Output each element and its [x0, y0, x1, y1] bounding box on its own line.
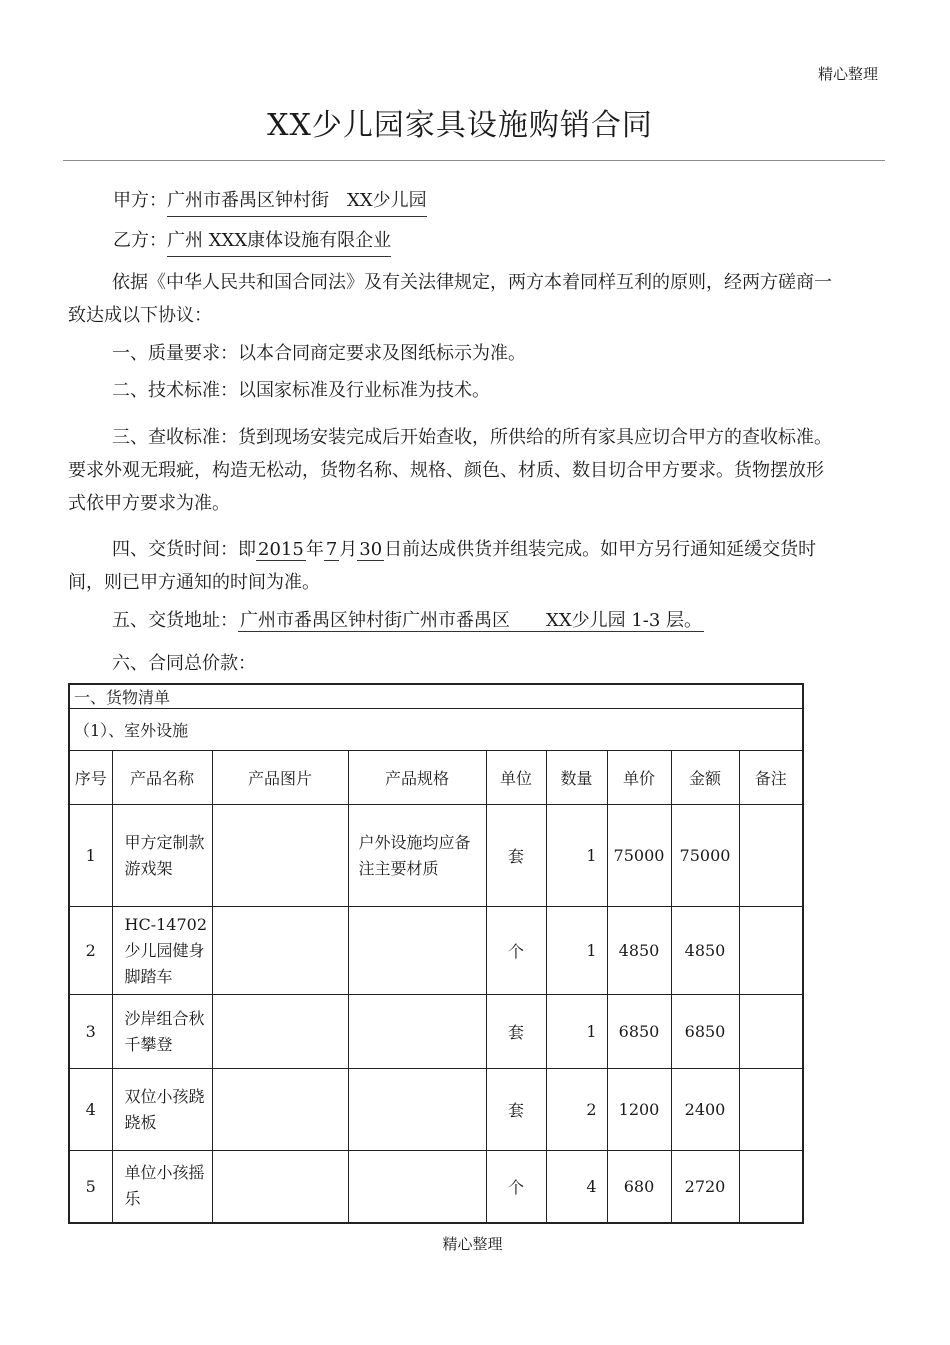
row-spec — [348, 995, 486, 1069]
row-amount: 75000 — [671, 805, 739, 907]
row-amount: 4850 — [671, 907, 739, 995]
table-row — [69, 1151, 803, 1223]
title-divider — [63, 160, 885, 161]
row-unit: 个 — [486, 907, 546, 995]
delivery-month: 7 — [325, 539, 338, 560]
party-b-label: 乙方： — [113, 230, 167, 251]
footer-note: 精心整理 — [442, 1235, 503, 1253]
header-unit: 单位 — [486, 751, 546, 805]
header-image: 产品图片 — [212, 751, 348, 805]
row-note — [739, 1151, 803, 1223]
row-unit: 套 — [486, 995, 546, 1069]
header-name: 产品名称 — [112, 751, 212, 805]
clause-quality: 一、质量要求：以本合同商定要求及图纸标示为准。 — [112, 343, 526, 364]
header-amount: 金额 — [671, 751, 739, 805]
delivery-day: 30 — [359, 539, 383, 560]
row-qty: 1 — [546, 805, 607, 907]
party-a — [113, 186, 427, 217]
party-a-value: 广州市番禺区钟村街 XX少儿园 — [167, 186, 427, 217]
row-price: 1200 — [607, 1069, 671, 1151]
row-image — [212, 1069, 348, 1151]
header-no: 序号 — [69, 751, 112, 805]
row-image — [212, 995, 348, 1069]
delivery-year-unit: 年 — [305, 539, 324, 560]
header-price: 单价 — [607, 751, 671, 805]
table-subsection-title: （1）、室外设施 — [69, 709, 803, 751]
table-row — [69, 995, 803, 1069]
row-spec — [348, 1069, 486, 1151]
table-section-title: 一、货物清单 — [69, 684, 803, 709]
document-title: XX少儿园家具设施购销合同 — [267, 108, 653, 143]
table-row — [69, 1069, 803, 1151]
table-header-row — [69, 751, 803, 805]
header-qty: 数量 — [546, 751, 607, 805]
address-value: 广州市番禺区钟村街广州市番禺区 XX少儿园 1-3 层。 — [240, 610, 703, 631]
row-note — [739, 907, 803, 995]
row-qty: 1 — [546, 995, 607, 1069]
row-amount: 2720 — [671, 1151, 739, 1223]
row-image — [212, 805, 348, 907]
row-spec: 户外设施均应备注主要材质 — [348, 805, 486, 907]
party-b-value: 广州 XXX康体设施有限企业 — [167, 226, 391, 257]
row-note — [739, 805, 803, 907]
row-image — [212, 907, 348, 995]
row-price: 75000 — [607, 805, 671, 907]
clause-technical: 二、技术标准：以国家标准及行业标准为技术。 — [112, 380, 490, 401]
row-name: 甲方定制款游戏架 — [112, 805, 212, 907]
intro-paragraph: 依据《中华人民共和国合同法》及有关法律规定，两方本着同样互利的原则，经两方磋商一致达成以下协议： — [68, 272, 832, 326]
clause-total-price: 六、合同总价款： — [112, 653, 256, 674]
row-no: 5 — [69, 1151, 112, 1223]
row-unit: 套 — [486, 1069, 546, 1151]
clause-delivery-address — [68, 604, 838, 637]
row-qty: 2 — [546, 1069, 607, 1151]
row-unit: 个 — [486, 1151, 546, 1223]
row-name: HC-14702少儿园健身脚踏车 — [112, 907, 212, 995]
row-name: 沙岸组合秋千攀登 — [112, 995, 212, 1069]
delivery-month-unit: 月 — [339, 539, 358, 560]
table-row — [69, 907, 803, 995]
party-a-label: 甲方： — [113, 190, 167, 211]
row-spec — [348, 1151, 486, 1223]
row-amount: 2400 — [671, 1069, 739, 1151]
delivery-year: 2015 — [258, 539, 304, 560]
goods-table — [68, 683, 804, 1224]
row-price: 680 — [607, 1151, 671, 1223]
row-unit: 套 — [486, 805, 546, 907]
row-qty: 4 — [546, 1151, 607, 1223]
row-no: 3 — [69, 995, 112, 1069]
row-price: 4850 — [607, 907, 671, 995]
row-price: 6850 — [607, 995, 671, 1069]
row-amount: 6850 — [671, 995, 739, 1069]
clause-delivery-time — [68, 533, 838, 599]
row-image — [212, 1151, 348, 1223]
party-b — [113, 226, 391, 257]
row-no: 1 — [69, 805, 112, 907]
clause-acceptance: 三、查收标准：货到现场安装完成后开始查收，所供给的所有家具应切合甲方的查收标准。要求外观无瑕疵，构造无松动，货物名称、规格、颜色、材质、数目切合甲方要求。货物摆放形式依甲方要求为准。 — [68, 427, 832, 514]
row-no: 4 — [69, 1069, 112, 1151]
row-qty: 1 — [546, 907, 607, 995]
row-note — [739, 995, 803, 1069]
row-note — [739, 1069, 803, 1151]
header-note: 备注 — [739, 751, 803, 805]
row-spec — [348, 907, 486, 995]
header-note: 精心整理 — [817, 65, 878, 83]
row-no: 2 — [69, 907, 112, 995]
delivery-suffix: 日前达成供货并组装完成。如甲方另行通知延缓交货时间，则已甲方通知的时间为准。 — [68, 539, 817, 593]
row-name: 双位小孩跷跷板 — [112, 1069, 212, 1151]
address-prefix: 五、交货地址： — [112, 610, 238, 631]
row-name: 单位小孩摇乐 — [112, 1151, 212, 1223]
delivery-prefix: 四、交货时间：即 — [112, 539, 256, 560]
header-spec: 产品规格 — [348, 751, 486, 805]
table-row — [69, 805, 803, 907]
